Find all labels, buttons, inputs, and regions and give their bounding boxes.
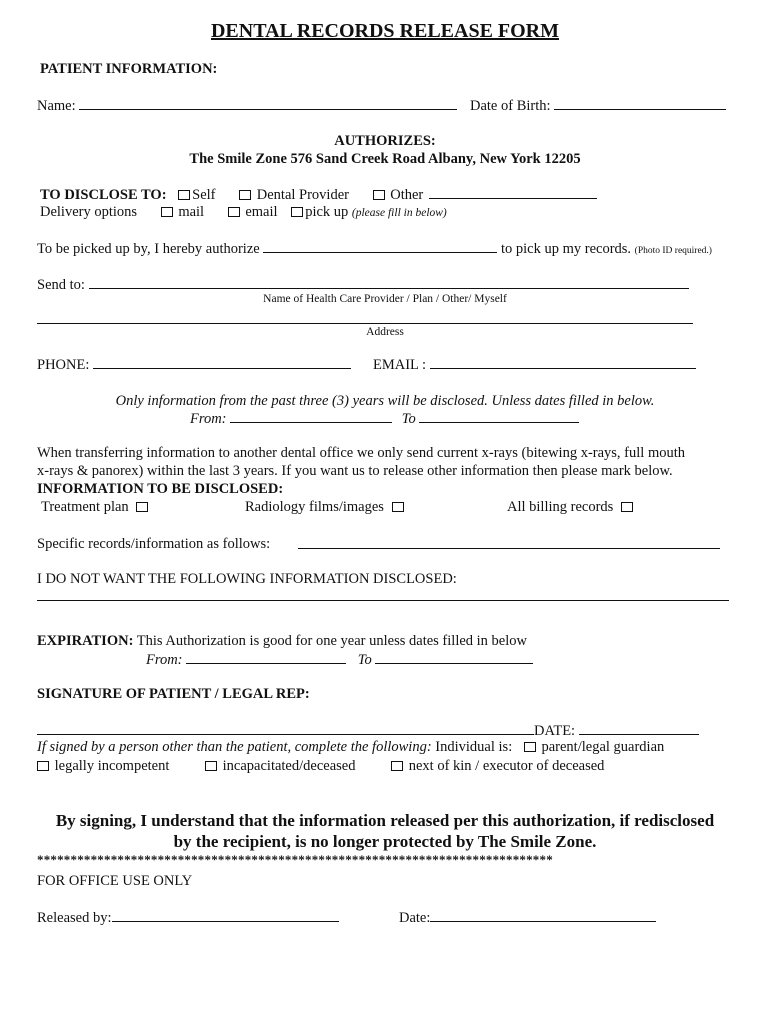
phone-label: PHONE: (37, 357, 90, 373)
dental-provider-label: Dental Provider (256, 187, 349, 203)
pickup-suffix: to pick up my records. (500, 241, 632, 257)
individual-row (37, 739, 664, 756)
incompetent-checkbox[interactable] (37, 761, 49, 771)
disclaimer-line-1: By signing, I understand that the information released per this authorization, if redisclosed (55, 811, 715, 830)
office-date-row (399, 909, 656, 927)
released-by-label: Released by: (37, 910, 112, 926)
transfer-paragraph-line-2: x-rays & panorex) within the last 3 years. If you want us to release other information then please mark below. (37, 463, 673, 479)
send-to-caption: Name of Health Care Provider / Plan / Other/ Myself (263, 293, 507, 305)
guardian-checkbox[interactable] (524, 742, 536, 752)
expiration-from-field[interactable] (186, 651, 346, 664)
email-option-label: email (245, 204, 278, 220)
billing-option (507, 499, 635, 516)
released-by-field[interactable] (112, 909, 339, 922)
next-of-kin-label: next of kin / executor of deceased (408, 758, 605, 774)
signature-field[interactable] (37, 722, 534, 735)
email-row (373, 356, 696, 374)
dental-provider-checkbox[interactable] (239, 190, 251, 200)
send-to-field[interactable] (89, 276, 689, 289)
signature-heading: SIGNATURE OF PATIENT / LEGAL REP: (37, 686, 310, 702)
signature-row (37, 722, 699, 740)
send-to-label: Send to: (37, 277, 85, 293)
treatment-plan-option (41, 499, 150, 516)
expiration-to-label: To (357, 652, 372, 668)
expiration-row (37, 633, 527, 650)
other-checkbox[interactable] (373, 190, 385, 200)
info-disclosed-heading: INFORMATION TO BE DISCLOSED: (37, 481, 284, 497)
other-field[interactable] (429, 186, 597, 199)
patient-info-heading: PATIENT INFORMATION: (40, 61, 218, 77)
date-range-row (190, 410, 579, 428)
transfer-paragraph-line-1: When transferring information to another dental office we only send current x-rays (bitewing x-rays, full mouth (37, 445, 686, 461)
address-caption: Address (366, 326, 404, 338)
signed-by-note: If signed by a person other than the patient, complete the following: (37, 739, 432, 755)
from-label: From: (190, 411, 227, 427)
self-label: Self (192, 187, 216, 203)
delivery-row (40, 204, 447, 221)
treatment-plan-checkbox[interactable] (136, 502, 148, 512)
deceased-label: incapacitated/deceased (222, 758, 356, 774)
mail-label: mail (178, 204, 205, 220)
individual-label: Individual is: (435, 739, 513, 755)
incompetent-label: legally incompetent (54, 758, 170, 774)
radiology-option (245, 499, 406, 516)
office-use-label: FOR OFFICE USE ONLY (37, 873, 193, 889)
treatment-plan-label: Treatment plan (41, 499, 129, 515)
released-by-row (37, 909, 339, 927)
address-field[interactable] (37, 311, 693, 324)
signature-date-field[interactable] (579, 722, 699, 735)
separator-stars: ***************************************************************************** (37, 852, 553, 867)
expiration-to-field[interactable] (375, 651, 533, 664)
expiration-date-row (146, 651, 533, 669)
expiration-text: This Authorization is good for one year unless dates filled in below (136, 633, 527, 649)
billing-label: All billing records (507, 499, 614, 515)
pickup-label: pick up (305, 204, 349, 220)
name-field[interactable] (79, 97, 457, 110)
guardian-label: parent/legal guardian (541, 739, 665, 755)
form-title: DENTAL RECORDS RELEASE FORM (210, 20, 560, 42)
name-row (37, 97, 457, 115)
next-of-kin-checkbox[interactable] (391, 761, 403, 771)
pickup-checkbox[interactable] (291, 207, 303, 217)
do-not-disclose-field[interactable] (37, 588, 729, 601)
disclose-to-row (40, 186, 597, 204)
expiration-label: EXPIRATION: (37, 633, 134, 649)
disclose-to-label: TO DISCLOSE TO: (40, 187, 167, 203)
phone-field[interactable] (93, 356, 351, 369)
pickup-person-field[interactable] (263, 240, 497, 253)
delivery-label: Delivery options (40, 204, 138, 220)
past-years-note: Only information from the past three (3) years will be disclosed. Unless dates filled in below. (115, 393, 655, 409)
mail-checkbox[interactable] (161, 207, 173, 217)
other-label: Other (390, 187, 424, 203)
name-label: Name: (37, 98, 76, 114)
authorizes-heading: AUTHORIZES: (334, 133, 436, 149)
billing-checkbox[interactable] (621, 502, 633, 512)
dob-label: Date of Birth: (470, 98, 551, 114)
specific-label: Specific records/information as follows: (37, 536, 271, 552)
email-label: EMAIL : (373, 357, 427, 373)
signature-date-label: DATE: (534, 723, 576, 739)
to-label: To (401, 411, 416, 427)
email-field[interactable] (430, 356, 696, 369)
dob-row (470, 97, 726, 115)
email-checkbox[interactable] (228, 207, 240, 217)
dob-field[interactable] (554, 97, 726, 110)
delivery-note: (please fill in below) (351, 207, 447, 219)
disclaimer-line-2: by the recipient, is no longer protected by The Smile Zone. (173, 832, 597, 851)
individual-options-row (37, 758, 604, 775)
phone-row (37, 356, 351, 374)
expiration-from-label: From: (146, 652, 183, 668)
specific-field[interactable] (298, 536, 720, 549)
pickup-prefix: To be picked up by, I hereby authorize (37, 241, 260, 257)
do-not-disclose-label: I DO NOT WANT THE FOLLOWING INFORMATION DISCLOSED: (37, 571, 457, 587)
office-date-label: Date: (399, 910, 431, 926)
photo-id-note: (Photo ID required.) (634, 246, 712, 256)
self-checkbox[interactable] (178, 190, 190, 200)
practice-address: The Smile Zone 576 Sand Creek Road Albany, New York 12205 (189, 151, 581, 167)
send-to-row (37, 276, 689, 294)
radiology-label: Radiology films/images (245, 499, 384, 515)
office-date-field[interactable] (430, 909, 656, 922)
radiology-checkbox[interactable] (392, 502, 404, 512)
pickup-row (37, 240, 712, 258)
from-date-field[interactable] (230, 410, 392, 423)
deceased-checkbox[interactable] (205, 761, 217, 771)
to-date-field[interactable] (419, 410, 579, 423)
